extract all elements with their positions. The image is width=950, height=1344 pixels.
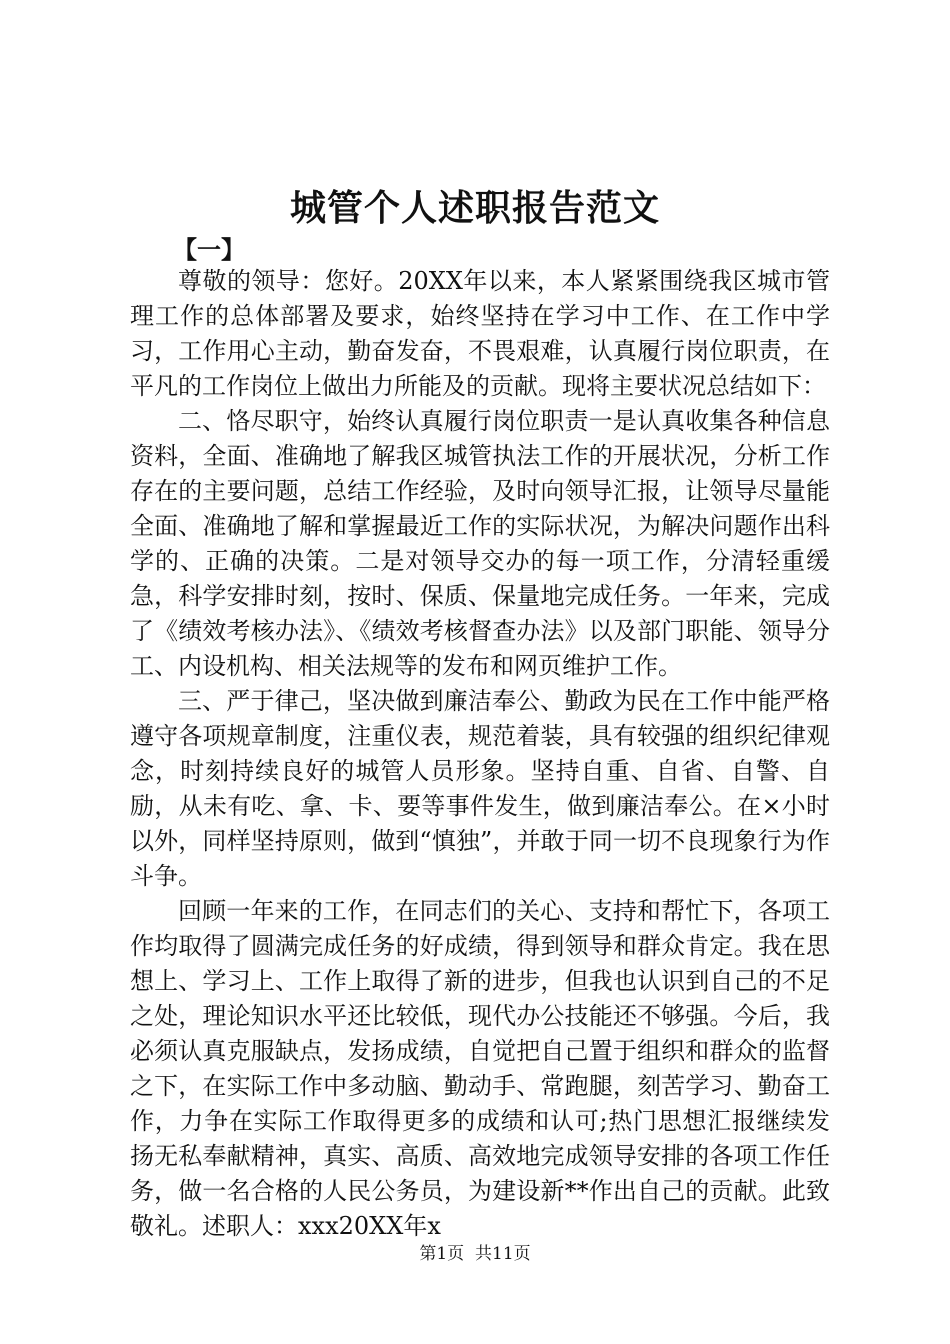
page-footer [0, 1242, 950, 1266]
document-title: 城管个人述职报告范文 [289, 187, 660, 229]
paragraph-review: 回顾一年来的工作，在同志们的关心、支持和帮忙下，各项工作均取得了圆满完成任务的好成绩，得到领导和群众肯定。我在思想上、学习上、工作上取得了新的进步，但我也认识到自己的不足之处，理论知识水平还比较低，现代办公技能还不够强。今后，我必须认真克服缺点，发扬成绩，自觉把自己置于组织和群众的监督之下，在实际工作中多动脑、勤动手、常跑腿，刻苦学习、勤奋工作，力争在实际工作取得更多的成绩和认可;热门思想汇报继续发扬无私奉献精神，真实、高质、高效地完成领导安排的各项工作任务，做一名合格的人民公务员，为建设新**作出自己的贡献。此致敬礼。述职人：xxx20XX年x [130, 897, 830, 1240]
page-total: 共11页 [475, 1244, 531, 1264]
page-number: 第1页 [419, 1244, 465, 1264]
paragraph-duties: 二、恪尽职守，始终认真履行岗位职责一是认真收集各种信息资料，全面、准确地了解我区城管执法工作的开展状况，分析工作存在的主要问题，总结工作经验，及时向领导汇报，让领导尽量能全面、准确地了解和掌握最近工作的实际状况，为解决问题作出科学的、正确的决策。二是对领导交办的每一项工作，分清轻重缓急，科学安排时刻，按时、保质、保量地完成任务。一年来，完成了《绩效考核办法》、《绩效考核督查办法》以及部门职能、领导分工、内设机构、相关法规等的发布和网页维护工作。 [130, 407, 830, 680]
document-body [130, 264, 830, 1244]
paragraph-discipline: 三、严于律己，坚决做到廉洁奉公、勤政为民在工作中能严格遵守各项规章制度，注重仪表，规范着装，具有较强的组织纪律观念，时刻持续良好的城管人员形象。坚持自重、自省、自警、自励，从未有吃、拿、卡、要等事件发生，做到廉洁奉公。在×小时以外，同样坚持原则，做到“慎独”，并敢于同一切不良现象行为作斗争。 [130, 687, 830, 890]
section-marker: 【一】 [173, 235, 245, 264]
paragraph-greeting: 尊敬的领导：您好。20XX年以来，本人紧紧围绕我区城市管理工作的总体部署及要求，始终坚持在学习中工作、在工作中学习，工作用心主动，勤奋发奋，不畏艰难，认真履行岗位职责，在平凡的工作岗位上做出力所能及的贡献。现将主要状况总结如下： [130, 267, 830, 400]
